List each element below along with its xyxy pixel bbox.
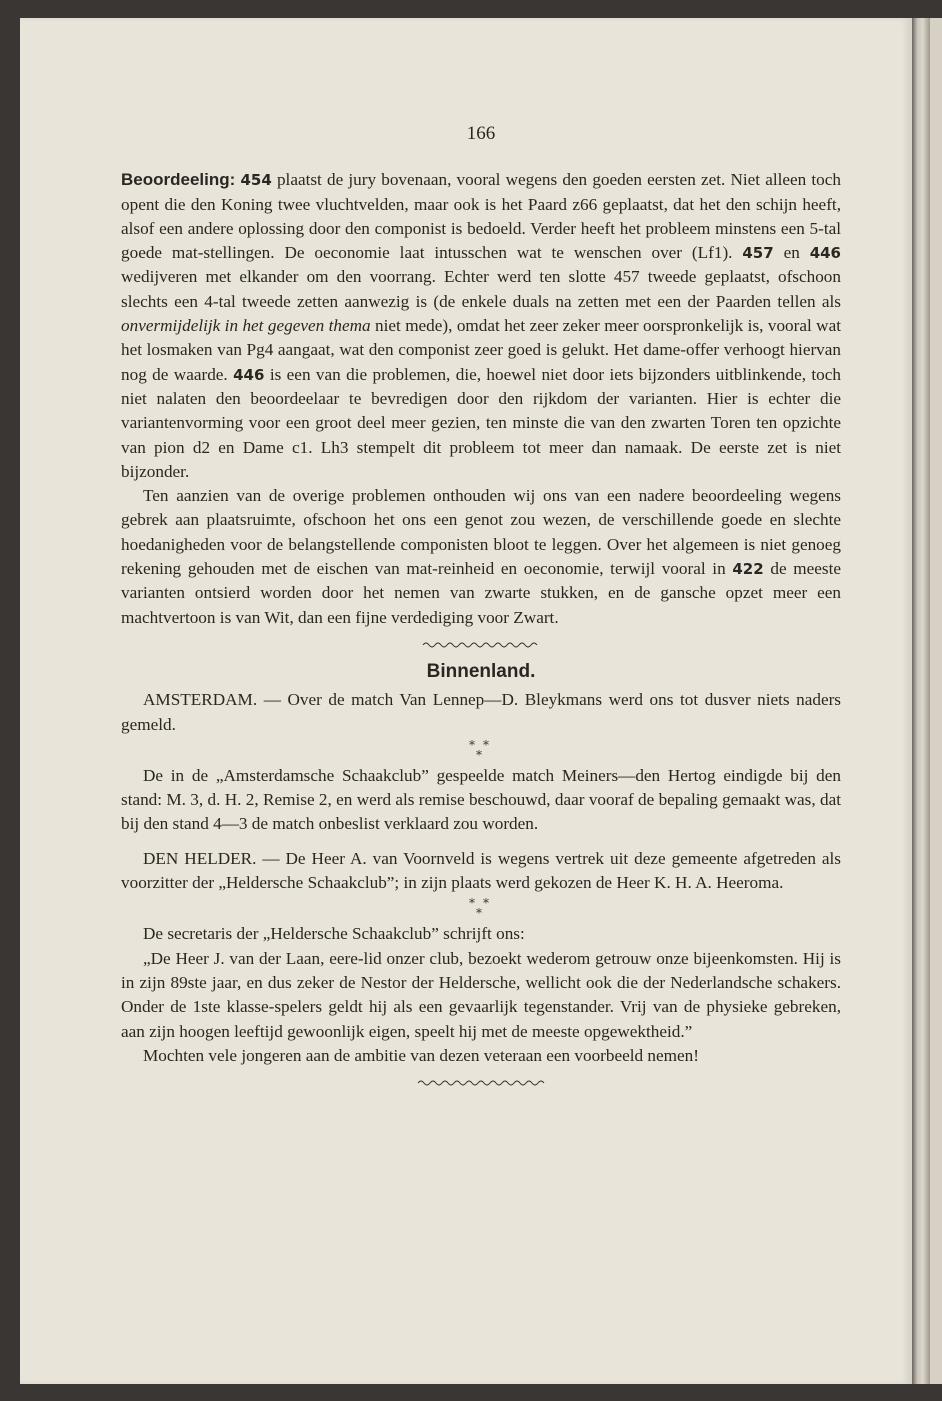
closing-paragraph: Mochten vele jongeren aan de ambitie van dezen veteraan een voorbeeld nemen! [143, 1045, 699, 1065]
squiggle-divider-icon [416, 1075, 546, 1089]
asterism-icon [466, 898, 496, 920]
italic-phrase: onvermijdelijk in het gegeven thema [121, 316, 371, 336]
section-heading-binnenland: Binnenland. [426, 660, 536, 682]
review-text: de meeste varianten ontsierd worden door het nemen van zwarte stukken, en de gansche opzet meer een machtvertoon is van Wit, dan een fijne verdediging voor Zwart. [121, 559, 841, 627]
meiners-paragraph: De in de „Amsterdamsche Schaakclub” gespeelde match Meiners—den Hertog eindigde bij den stand: M. 3, d. H. 2, Remise 2, en werd als remise beschouwd, daar vooraf de bepaling gemaakt was, dat bij den stand 4—3 de match onbeslist verklaard zou worden. [121, 765, 841, 834]
review-text: Ten aanzien van de overige problemen onthouden wij ons van een nadere beoordeeling wegens gebrek aan plaatsruimte, ofschoon het ons een genot zou wezen, de verschillende goede en slechte hoedanigheden voor de belangstellende componisten bloot te leggen. Over het algemeen is niet genoeg rekening gehouden met de eischen van mat-reinheid en oeconomie, terwijl vooral in [121, 486, 841, 579]
problem-number: 422 [732, 560, 764, 579]
divider-ornament [121, 634, 841, 654]
review-paragraph-2 [121, 484, 841, 630]
svg-text:*: * [483, 739, 489, 752]
page-content [121, 122, 841, 1092]
review-text: wedijveren met elkander om den voorrang. Echter werd ten slotte 457 tweede geplaatst, ofschoon slechts een 4-tal tweede zetten aanwezig is (de enkele duals na zetten met een der Paarden tellen als [121, 267, 841, 311]
review-paragraph [121, 168, 841, 484]
review-heading: Beoordeeling: [121, 170, 236, 190]
divider-ornament-end [121, 1072, 841, 1092]
review-text: is een van die problemen, die, hoewel niet door iets bijzonders uitblinkende, toch niet nalaten den beoordeelaar te bevredigen door den rijkdom der varianten. Hier is echter die variantenvorming voor een groot deel meer gezien, ten minste die van den zwarten Toren ten opzichte van pion d2 en Dame c1. Lh3 stempelt dit probleem tot meer dan namaak. De eerste zet is niet bijzonder. [121, 364, 841, 481]
page-edge [912, 18, 930, 1384]
secretaris-paragraph: De secretaris der „Heldersche Schaakclub” schrijft ons: [143, 924, 525, 944]
squiggle-divider-icon [421, 637, 541, 651]
problem-number: 446 [233, 365, 265, 384]
page-edge-outer [930, 18, 942, 1384]
asterism-divider [121, 737, 841, 764]
page-number: 166 [466, 123, 496, 144]
review-text: plaatst de jury bovenaan, vooral wegens den goeden eersten zet. Niet alleen toch opent die den Koning twee vluchtvelden, maar ook is het Paard z66 geplaatst, dat het den schijn heeft, alsof een andere oplossing door den componist is bedoeld. Verder heeft het probleem minstens een 5-tal goede mat-stellingen. De oeconomie laat intusschen wat te wenschen over (Lf1). [121, 170, 841, 263]
den-helder-paragraph: DEN HELDER. — De Heer A. van Voornveld is wegens vertrek uit deze gemeente afgetreden als voorzitter der „Heldersche Schaakclub”; in zijn plaats werd gekozen de Heer K. H. A. Heeroma. [121, 848, 841, 893]
amsterdam-paragraph: AMSTERDAM. — Over de match Van Lennep—D. Bleykmans werd ons tot dusver niets naders gemeld. [121, 690, 841, 734]
review-text: en [773, 243, 810, 263]
problem-number: 457 [742, 244, 774, 263]
svg-text:*: * [476, 747, 482, 762]
asterism-icon [466, 740, 496, 762]
review-text: niet mede), omdat het zeer zeker meer oorspronkelijk is, vooral wat het losmaken van Pg4 aangaat, wat den componist zeer goed is gelukt. Het dame-offer verhoogt hiervan nog de waarde. [121, 316, 841, 384]
problem-number: 454 [240, 171, 272, 190]
asterism-divider [121, 895, 841, 922]
quote-paragraph: „De Heer J. van der Laan, eere-lid onzer club, bezoekt wederom getrouw onze bijeenkomsten. Hij is in zijn 89ste jaar, en dus zeker de Nestor der Heldersche, wellicht ook die der Nederlandsche schakers. Onder de 1ste klasse-spelers geldt hij als een gevaarlijk tegenstander. Vrij van de physieke gebreken, aan zijn hoogen leeftijd gewoonlijk eigen, speelt hij met de meeste opgewektheid.” [121, 948, 841, 1041]
problem-number: 446 [809, 244, 841, 263]
svg-text:*: * [469, 898, 475, 911]
svg-text:*: * [469, 739, 475, 752]
svg-text:*: * [483, 898, 489, 911]
svg-text:*: * [476, 906, 482, 921]
